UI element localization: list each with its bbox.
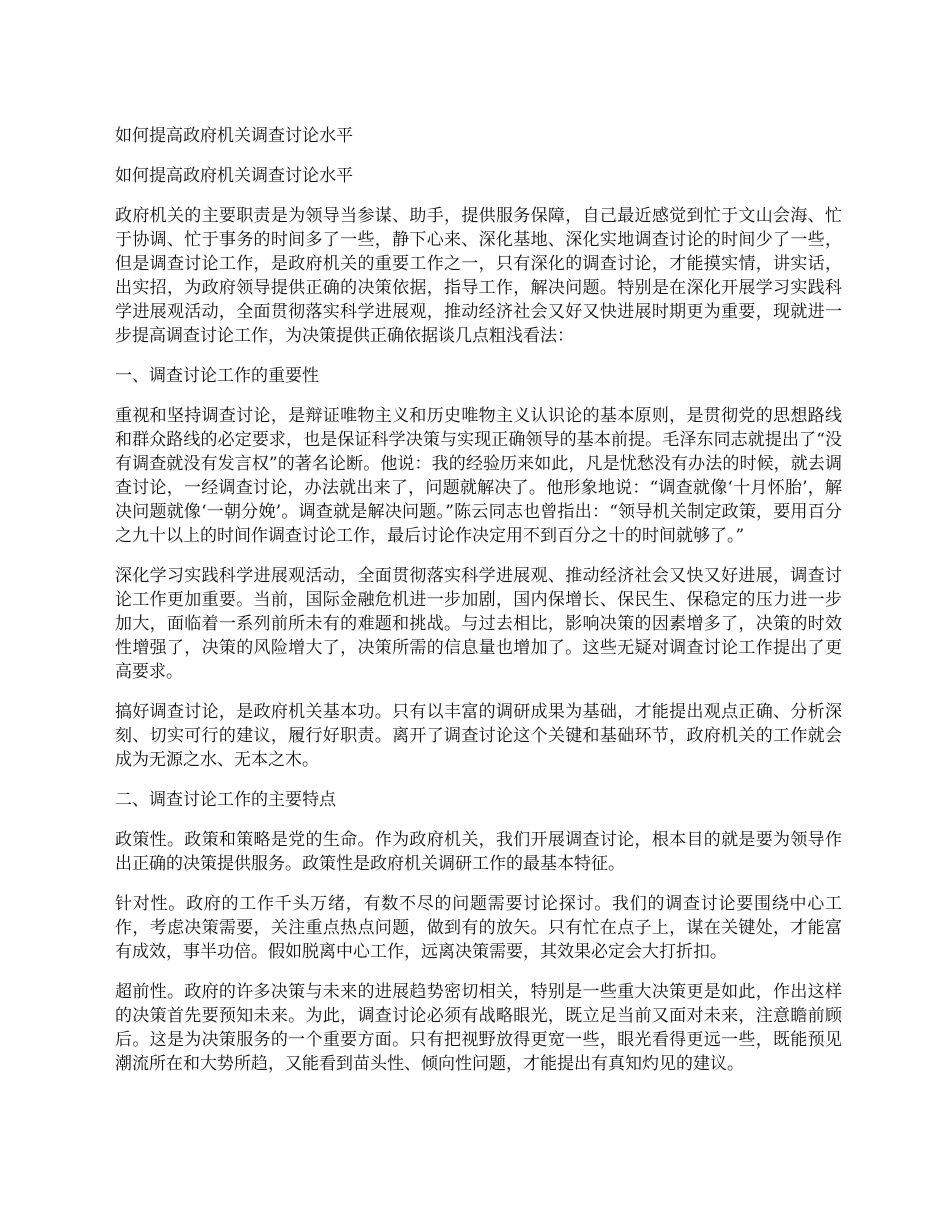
section-heading-importance: 一、调查讨论工作的重要性 <box>115 366 319 386</box>
paragraph: 超前性。政府的许多决策与未来的进展趋势密切相关，特别是一些重大决策更是如此，作出这样的决策首先要预知未来。为此，调查讨论必须有战略眼光，既立足当前又面对未来，注意瞻前顾后。这是为决策服务的一个重要方面。只有把视野放得更宽一些，眼光看得更远一些，既能预见潮流所在和大势所趋，又能看到苗头性、倾向性问题，才能提出有真知灼见的建议。 <box>115 982 842 1074</box>
paragraph: 针对性。政府的工作千头万绪，有数不尽的问题需要讨论探讨。我们的调查讨论要围绕中心工作，考虑决策需要，关注重点热点问题，做到有的放矢。只有忙在点子上，谋在关键处，才能富有成效，事半功倍。假如脱离中心工作，远离决策需要，其效果必定会大打折扣。 <box>115 894 842 962</box>
intro-paragraph: 政府机关的主要职责是为领导当参谋、助手，提供服务保障，自己最近感觉到忙于文山会海、忙于协调、忙于事务的时间多了一些，静下心来、深化基地、深化实地调查讨论的时间少了一些，但是调查讨论工作，是政府机关的重要工作之一，只有深化的调查讨论，才能摸实情，讲实话，出实招，为政府领导提供正确的决策依据，指导工作，解决问题。特别是在深化开展学习实践科学进展观活动，全面贯彻落实科学进展观，推动经济社会又好又快进展时期更为重要，现就进一步提高调查讨论工作，为决策提供正确依据谈几点粗浅看法： <box>115 206 842 346</box>
document-title: 如何提高政府机关调查讨论水平 <box>115 126 353 146</box>
paragraph: 深化学习实践科学进展观活动，全面贯彻落实科学进展观、推动经济社会又快又好进展，调查讨论工作更加重要。当前，国际金融危机进一步加剧，国内保增长、保民生、保稳定的压力进一步加大，面临着一系列前所未有的难题和挑战。与过去相比，影响决策的因素增多了，决策的时效性增强了，决策的风险增大了，决策所需的信息量也增加了。这些无疑对调查讨论工作提出了更高要求。 <box>115 566 842 682</box>
paragraph: 搞好调查讨论，是政府机关基本功。只有以丰富的调研成果为基础，才能提出观点正确、分析深刻、切实可行的建议，履行好职责。离开了调查讨论这个关键和基础环节，政府机关的工作就会成为无源之水、无本之木。 <box>115 702 842 770</box>
paragraph: 重视和坚持调查讨论，是辩证唯物主义和历史唯物主义认识论的基本原则，是贯彻党的思想路线和群众路线的必定要求，也是保证科学决策与实现正确领导的基本前提。毛泽东同志就提出了“没有调查就没有发言权”的著名论断。他说：我的经验历来如此，凡是忧愁没有办法的时候，就去调查讨论，一经调查讨论，办法就出来了，问题就解决了。他形象地说：“调查就像‘十月怀胎’，解决问题就像‘一朝分娩’。调查就是解决问题。”陈云同志也曾指出：“领导机关制定政策，要用百分之九十以上的时间作调查讨论工作，最后讨论作决定用不到百分之十的时间就够了。” <box>115 406 842 546</box>
paragraph: 政策性。政策和策略是党的生命。作为政府机关，我们开展调查讨论，根本目的就是要为领导作出正确的决策提供服务。政策性是政府机关调研工作的最基本特征。 <box>115 830 842 874</box>
section-heading-features: 二、调查讨论工作的主要特点 <box>115 790 336 810</box>
document-body <box>115 124 842 1092</box>
document-subtitle: 如何提高政府机关调查讨论水平 <box>115 166 353 186</box>
